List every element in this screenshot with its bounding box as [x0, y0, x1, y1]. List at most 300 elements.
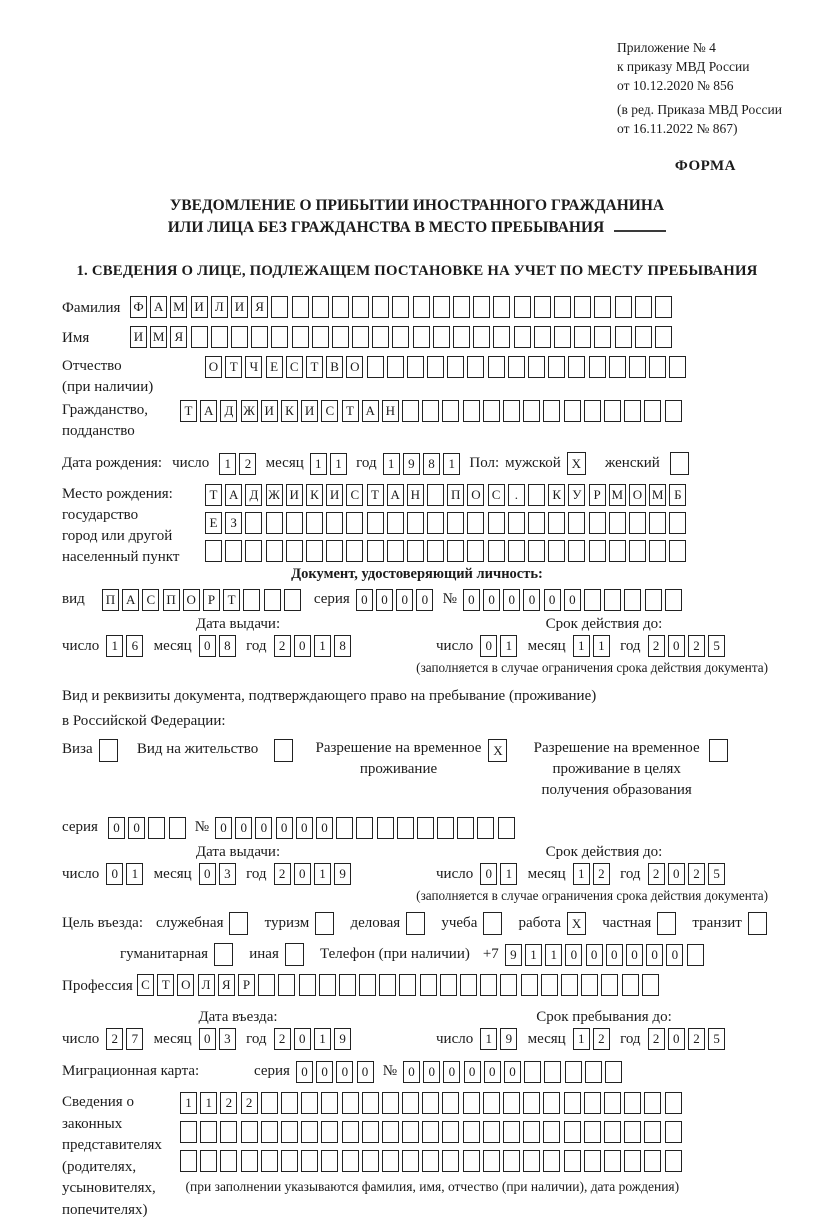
form-cell[interactable] [524, 1061, 541, 1083]
form-cell[interactable] [266, 540, 283, 562]
form-cell[interactable] [488, 540, 505, 562]
form-cell[interactable] [609, 540, 626, 562]
form-cell[interactable]: 5 [708, 1028, 725, 1050]
form-cell[interactable] [644, 400, 661, 422]
form-cell[interactable]: 5 [708, 863, 725, 885]
form-cell[interactable] [615, 326, 632, 348]
form-cell[interactable] [442, 1150, 459, 1172]
form-cell[interactable]: 3 [219, 863, 236, 885]
form-cell[interactable]: 1 [106, 635, 123, 657]
form-cell[interactable] [500, 974, 517, 996]
form-cell[interactable]: 0 [668, 635, 685, 657]
form-cell[interactable] [589, 540, 606, 562]
form-cell[interactable]: З [225, 512, 242, 534]
form-cell[interactable] [292, 296, 309, 318]
form-cell[interactable] [665, 1092, 682, 1114]
checkbox-cell[interactable]: X [567, 912, 586, 935]
form-cell[interactable]: С [142, 589, 159, 611]
form-cell[interactable] [483, 1092, 500, 1114]
form-cell[interactable]: Н [407, 484, 424, 506]
form-cell[interactable]: 2 [106, 1028, 123, 1050]
form-cell[interactable] [382, 1150, 399, 1172]
form-cell[interactable]: 7 [126, 1028, 143, 1050]
form-cell[interactable]: 2 [593, 863, 610, 885]
form-cell[interactable]: 2 [688, 1028, 705, 1050]
form-cell[interactable]: 0 [606, 944, 623, 966]
form-cell[interactable]: 0 [276, 817, 293, 839]
form-cell[interactable]: 1 [573, 635, 590, 657]
form-cell[interactable] [362, 1092, 379, 1114]
form-cell[interactable]: 2 [274, 863, 291, 885]
form-cell[interactable] [488, 512, 505, 534]
form-cell[interactable] [261, 1121, 278, 1143]
form-cell[interactable] [321, 1150, 338, 1172]
res-expiry-year-cells[interactable] [648, 863, 729, 885]
form-cell[interactable] [561, 974, 578, 996]
purpose-humanitarian-checkbox[interactable] [208, 943, 236, 966]
form-cell[interactable] [604, 400, 621, 422]
form-cell[interactable] [649, 540, 666, 562]
form-cell[interactable]: С [346, 484, 363, 506]
birthplace-row3-cells[interactable] [205, 540, 690, 562]
form-cell[interactable] [427, 484, 444, 506]
form-cell[interactable] [544, 1061, 561, 1083]
form-cell[interactable] [359, 974, 376, 996]
form-cell[interactable] [321, 1092, 338, 1114]
form-cell[interactable]: Я [251, 296, 268, 318]
form-cell[interactable] [568, 512, 585, 534]
form-cell[interactable] [514, 326, 531, 348]
form-cell[interactable]: 2 [648, 863, 665, 885]
form-cell[interactable] [387, 512, 404, 534]
form-cell[interactable] [367, 356, 384, 378]
form-cell[interactable] [433, 326, 450, 348]
form-cell[interactable] [422, 1150, 439, 1172]
stay-month-cells[interactable] [573, 1028, 613, 1050]
form-cell[interactable] [609, 356, 626, 378]
form-cell[interactable] [604, 1121, 621, 1143]
checkbox-cell[interactable] [274, 739, 293, 762]
form-cell[interactable] [615, 296, 632, 318]
form-cell[interactable]: М [170, 296, 187, 318]
form-cell[interactable] [574, 326, 591, 348]
form-cell[interactable]: 0 [294, 1028, 311, 1050]
form-cell[interactable] [488, 356, 505, 378]
form-cell[interactable] [514, 296, 531, 318]
form-cell[interactable] [483, 400, 500, 422]
form-cell[interactable] [493, 326, 510, 348]
form-cell[interactable]: А [200, 400, 217, 422]
form-cell[interactable] [413, 296, 430, 318]
purpose-study-checkbox[interactable] [477, 912, 505, 935]
form-cell[interactable] [477, 817, 494, 839]
form-cell[interactable] [258, 974, 275, 996]
form-cell[interactable] [629, 512, 646, 534]
form-cell[interactable] [548, 512, 565, 534]
form-cell[interactable]: Ж [266, 484, 283, 506]
form-cell[interactable]: 1 [310, 453, 327, 475]
form-cell[interactable] [564, 400, 581, 422]
form-cell[interactable] [568, 540, 585, 562]
form-cell[interactable]: И [191, 296, 208, 318]
form-cell[interactable] [528, 512, 545, 534]
form-cell[interactable]: 0 [106, 863, 123, 885]
form-cell[interactable]: К [281, 400, 298, 422]
form-cell[interactable]: 0 [646, 944, 663, 966]
form-cell[interactable]: 0 [504, 1061, 521, 1083]
birth-year-cells[interactable] [383, 453, 464, 475]
form-cell[interactable] [336, 817, 353, 839]
form-cell[interactable] [605, 1061, 622, 1083]
option-residence-permit-checkbox[interactable] [274, 738, 296, 762]
form-cell[interactable] [460, 974, 477, 996]
form-cell[interactable]: Т [306, 356, 323, 378]
form-cell[interactable]: 5 [708, 635, 725, 657]
form-cell[interactable] [473, 296, 490, 318]
form-cell[interactable]: 0 [464, 1061, 481, 1083]
form-cell[interactable]: Р [238, 974, 255, 996]
form-cell[interactable]: 1 [219, 453, 236, 475]
form-cell[interactable] [635, 296, 652, 318]
form-cell[interactable] [534, 296, 551, 318]
form-cell[interactable]: 1 [525, 944, 542, 966]
form-cell[interactable]: 8 [334, 635, 351, 657]
form-cell[interactable] [584, 589, 601, 611]
form-cell[interactable] [387, 540, 404, 562]
form-cell[interactable] [264, 589, 281, 611]
checkbox-cell[interactable] [670, 452, 689, 475]
form-cell[interactable]: 1 [573, 863, 590, 885]
form-cell[interactable]: А [122, 589, 139, 611]
form-cell[interactable]: 0 [296, 817, 313, 839]
form-cell[interactable] [392, 326, 409, 348]
form-cell[interactable] [467, 356, 484, 378]
form-cell[interactable]: Ф [130, 296, 147, 318]
form-cell[interactable] [447, 512, 464, 534]
form-cell[interactable]: 9 [334, 1028, 351, 1050]
form-cell[interactable] [367, 512, 384, 534]
form-cell[interactable]: 0 [483, 589, 500, 611]
form-cell[interactable]: 1 [593, 635, 610, 657]
doc-series-cells[interactable] [356, 589, 437, 611]
form-cell[interactable] [286, 512, 303, 534]
form-cell[interactable] [649, 356, 666, 378]
res-number-cells[interactable] [215, 817, 518, 839]
form-cell[interactable]: И [231, 296, 248, 318]
form-cell[interactable]: Т [367, 484, 384, 506]
form-cell[interactable]: 0 [423, 1061, 440, 1083]
form-cell[interactable] [352, 326, 369, 348]
form-cell[interactable] [420, 974, 437, 996]
form-cell[interactable]: 8 [219, 635, 236, 657]
form-cell[interactable] [346, 512, 363, 534]
checkbox-cell[interactable] [229, 912, 248, 935]
form-cell[interactable] [604, 1092, 621, 1114]
form-cell[interactable]: 2 [274, 1028, 291, 1050]
form-cell[interactable]: Н [382, 400, 399, 422]
form-cell[interactable] [200, 1121, 217, 1143]
id-expiry-month-cells[interactable] [573, 635, 613, 657]
form-cell[interactable] [655, 326, 672, 348]
form-cell[interactable]: О [205, 356, 222, 378]
form-cell[interactable] [473, 326, 490, 348]
form-cell[interactable]: С [137, 974, 154, 996]
form-cell[interactable] [669, 540, 686, 562]
form-cell[interactable]: Ч [245, 356, 262, 378]
citizenship-cells[interactable] [180, 400, 685, 422]
form-cell[interactable] [463, 1150, 480, 1172]
form-cell[interactable]: 9 [500, 1028, 517, 1050]
form-cell[interactable]: 0 [296, 1061, 313, 1083]
entry-year-cells[interactable] [274, 1028, 355, 1050]
form-cell[interactable] [503, 1150, 520, 1172]
checkbox-cell[interactable] [483, 912, 502, 935]
form-cell[interactable]: 8 [423, 453, 440, 475]
form-cell[interactable]: И [130, 326, 147, 348]
form-cell[interactable] [271, 326, 288, 348]
checkbox-cell[interactable] [315, 912, 334, 935]
form-cell[interactable] [205, 540, 222, 562]
form-cell[interactable] [589, 356, 606, 378]
form-cell[interactable] [427, 356, 444, 378]
res-expiry-month-cells[interactable] [573, 863, 613, 885]
form-cell[interactable] [301, 1150, 318, 1172]
form-cell[interactable]: А [387, 484, 404, 506]
form-cell[interactable]: 0 [294, 635, 311, 657]
form-cell[interactable] [543, 400, 560, 422]
form-cell[interactable]: О [467, 484, 484, 506]
form-cell[interactable] [584, 1150, 601, 1172]
form-cell[interactable]: О [177, 974, 194, 996]
form-cell[interactable] [261, 1092, 278, 1114]
form-cell[interactable]: Т [342, 400, 359, 422]
form-cell[interactable]: О [183, 589, 200, 611]
form-cell[interactable]: 0 [668, 1028, 685, 1050]
form-cell[interactable] [609, 512, 626, 534]
form-cell[interactable]: Ж [241, 400, 258, 422]
form-cell[interactable] [402, 1150, 419, 1172]
form-cell[interactable]: 1 [545, 944, 562, 966]
stay-year-cells[interactable] [648, 1028, 729, 1050]
form-cell[interactable] [463, 1121, 480, 1143]
form-cell[interactable]: 2 [688, 635, 705, 657]
form-cell[interactable] [669, 512, 686, 534]
form-cell[interactable] [241, 1150, 258, 1172]
surname-cells[interactable] [130, 296, 675, 318]
entry-month-cells[interactable] [199, 1028, 239, 1050]
form-cell[interactable]: 0 [316, 817, 333, 839]
form-cell[interactable] [548, 356, 565, 378]
form-cell[interactable] [440, 974, 457, 996]
form-cell[interactable] [483, 1121, 500, 1143]
legal-reps-row2-cells[interactable] [180, 1121, 685, 1143]
form-cell[interactable] [564, 1092, 581, 1114]
form-cell[interactable] [148, 817, 165, 839]
form-cell[interactable] [367, 540, 384, 562]
form-cell[interactable] [266, 512, 283, 534]
id-issue-day-cells[interactable] [106, 635, 146, 657]
form-cell[interactable]: 0 [235, 817, 252, 839]
form-cell[interactable] [245, 512, 262, 534]
form-cell[interactable] [342, 1092, 359, 1114]
form-cell[interactable]: 9 [334, 863, 351, 885]
form-cell[interactable]: С [286, 356, 303, 378]
form-cell[interactable] [601, 974, 618, 996]
form-cell[interactable] [629, 356, 646, 378]
form-cell[interactable] [220, 1150, 237, 1172]
form-cell[interactable]: 0 [443, 1061, 460, 1083]
form-cell[interactable] [299, 974, 316, 996]
form-cell[interactable]: 0 [544, 589, 561, 611]
form-cell[interactable]: 0 [336, 1061, 353, 1083]
form-cell[interactable]: Л [198, 974, 215, 996]
form-cell[interactable] [413, 326, 430, 348]
checkbox-cell[interactable] [214, 943, 233, 966]
form-cell[interactable]: 3 [219, 1028, 236, 1050]
res-issue-month-cells[interactable] [199, 863, 239, 885]
form-cell[interactable]: 1 [180, 1092, 197, 1114]
form-cell[interactable]: С [488, 484, 505, 506]
form-cell[interactable] [554, 296, 571, 318]
form-cell[interactable] [528, 540, 545, 562]
form-cell[interactable] [433, 296, 450, 318]
option-temp-residence-checkbox[interactable] [488, 738, 510, 762]
res-series-cells[interactable] [108, 817, 189, 839]
form-cell[interactable]: 1 [126, 863, 143, 885]
form-cell[interactable]: 0 [565, 944, 582, 966]
form-cell[interactable] [306, 540, 323, 562]
form-cell[interactable] [422, 400, 439, 422]
form-cell[interactable]: Л [211, 296, 228, 318]
id-issue-year-cells[interactable] [274, 635, 355, 657]
form-cell[interactable]: 0 [108, 817, 125, 839]
form-cell[interactable] [548, 540, 565, 562]
checkbox-cell[interactable] [709, 739, 728, 762]
form-cell[interactable]: 1 [443, 453, 460, 475]
form-cell[interactable]: 2 [241, 1092, 258, 1114]
form-cell[interactable] [417, 817, 434, 839]
form-cell[interactable] [543, 1092, 560, 1114]
form-cell[interactable]: И [261, 400, 278, 422]
id-issue-month-cells[interactable] [199, 635, 239, 657]
form-cell[interactable]: 1 [314, 1028, 331, 1050]
form-cell[interactable] [245, 540, 262, 562]
form-cell[interactable]: 6 [126, 635, 143, 657]
form-cell[interactable]: 0 [668, 863, 685, 885]
form-cell[interactable] [397, 817, 414, 839]
form-cell[interactable] [281, 1092, 298, 1114]
entry-day-cells[interactable] [106, 1028, 146, 1050]
form-cell[interactable]: 1 [314, 635, 331, 657]
purpose-commercial-checkbox[interactable] [400, 912, 428, 935]
form-cell[interactable] [493, 296, 510, 318]
form-cell[interactable]: 0 [356, 589, 373, 611]
form-cell[interactable]: Т [205, 484, 222, 506]
option-visa-checkbox[interactable] [99, 738, 121, 762]
form-cell[interactable]: А [225, 484, 242, 506]
form-cell[interactable] [585, 1061, 602, 1083]
form-cell[interactable]: И [286, 484, 303, 506]
form-cell[interactable]: М [649, 484, 666, 506]
form-cell[interactable]: 0 [523, 589, 540, 611]
form-cell[interactable]: 0 [128, 817, 145, 839]
form-cell[interactable] [312, 296, 329, 318]
form-cell[interactable] [503, 1121, 520, 1143]
form-cell[interactable] [392, 296, 409, 318]
form-cell[interactable] [528, 484, 545, 506]
form-cell[interactable]: Д [245, 484, 262, 506]
form-cell[interactable]: 1 [480, 1028, 497, 1050]
form-cell[interactable]: 0 [294, 863, 311, 885]
form-cell[interactable] [564, 1121, 581, 1143]
form-cell[interactable]: 0 [215, 817, 232, 839]
form-cell[interactable]: П [102, 589, 119, 611]
form-cell[interactable] [427, 540, 444, 562]
doc-kind-cells[interactable] [102, 589, 304, 611]
form-cell[interactable] [655, 296, 672, 318]
form-cell[interactable] [286, 540, 303, 562]
form-cell[interactable] [447, 540, 464, 562]
form-cell[interactable] [565, 1061, 582, 1083]
sex-male-checkbox[interactable] [567, 452, 589, 475]
form-cell[interactable] [180, 1121, 197, 1143]
form-cell[interactable] [382, 1092, 399, 1114]
checkbox-cell[interactable] [406, 912, 425, 935]
form-cell[interactable] [191, 326, 208, 348]
form-cell[interactable]: Е [205, 512, 222, 534]
purpose-transit-checkbox[interactable] [742, 912, 770, 935]
form-cell[interactable] [467, 512, 484, 534]
form-cell[interactable] [278, 974, 295, 996]
checkbox-cell[interactable] [285, 943, 304, 966]
form-cell[interactable] [284, 589, 301, 611]
form-cell[interactable]: И [301, 400, 318, 422]
form-cell[interactable] [644, 1150, 661, 1172]
res-expiry-day-cells[interactable] [480, 863, 520, 885]
form-cell[interactable]: М [609, 484, 626, 506]
form-cell[interactable] [422, 1121, 439, 1143]
form-cell[interactable] [261, 1150, 278, 1172]
form-cell[interactable]: 2 [648, 635, 665, 657]
form-cell[interactable] [581, 974, 598, 996]
form-cell[interactable]: А [362, 400, 379, 422]
form-cell[interactable] [352, 296, 369, 318]
form-cell[interactable]: 0 [666, 944, 683, 966]
form-cell[interactable]: 2 [688, 863, 705, 885]
form-cell[interactable] [629, 540, 646, 562]
form-cell[interactable] [225, 540, 242, 562]
birth-day-cells[interactable] [219, 453, 259, 475]
form-cell[interactable]: Б [669, 484, 686, 506]
form-cell[interactable] [379, 974, 396, 996]
checkbox-cell[interactable] [748, 912, 767, 935]
form-cell[interactable]: Р [589, 484, 606, 506]
form-cell[interactable]: В [326, 356, 343, 378]
purpose-business-checkbox[interactable] [223, 912, 251, 935]
form-cell[interactable] [604, 1150, 621, 1172]
form-cell[interactable]: М [150, 326, 167, 348]
form-cell[interactable] [301, 1121, 318, 1143]
form-cell[interactable]: С [321, 400, 338, 422]
form-cell[interactable]: Т [157, 974, 174, 996]
form-cell[interactable]: Д [220, 400, 237, 422]
form-cell[interactable]: 0 [255, 817, 272, 839]
form-cell[interactable] [665, 1121, 682, 1143]
res-issue-year-cells[interactable] [274, 863, 355, 885]
checkbox-cell[interactable]: X [488, 739, 507, 762]
form-cell[interactable] [665, 1150, 682, 1172]
id-expiry-year-cells[interactable] [648, 635, 729, 657]
